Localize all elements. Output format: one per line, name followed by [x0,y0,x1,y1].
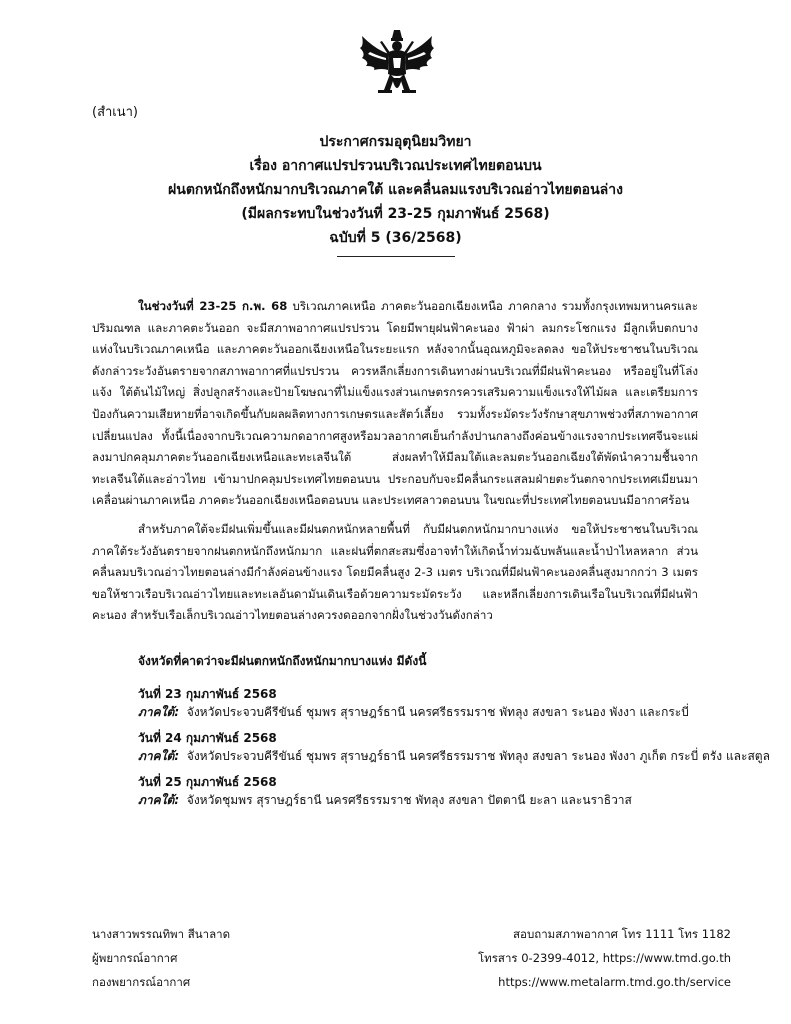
day-region [138,791,770,809]
contact-phone: สอบถามสภาพอากาศ โทร 1111 โทร 1182 [513,927,731,941]
day-region [138,747,770,765]
contact-alarm-service: https://www.metalarm.tmd.go.th/service [498,975,731,989]
subject-line: เรื่อง อากาศแปรปรวนบริเวณประเทศไทยตอนบน [249,158,542,174]
signatory-name: นางสาวพรรณทิพา สีนาลาด [92,927,231,941]
issue-number: ฉบับที่ 5 (36/2568) [329,230,462,246]
title-block [150,130,641,257]
copy-label: (สำเนา) [92,105,139,120]
region-label: ภาคใต้: [138,705,180,719]
subject-detail: ฝนตกหนักถึงหนักมากบริเวณภาคใต้ และคลื่นลมแรงบริเวณอ่าวไทยตอนล่าง [168,182,623,198]
region-label: ภาคใต้: [138,793,180,807]
contact-fax-website: โทรสาร 0-2399-4012, https://www.tmd.go.th [478,951,731,965]
signatory-block [92,922,230,994]
province-heading: จังหวัดที่คาดว่าจะมีฝนตกหนักถึงหนักมากบางแห่ง มีดังนี้ [138,654,427,668]
day-date: วันที่ 23 กุมภาพันธ์ 2568 [138,687,277,701]
province-list [138,652,770,817]
title-divider [337,256,455,257]
paragraph-upper-thailand [92,296,698,512]
paragraph-lead: ในช่วงวันที่ 23-25 ก.พ. 68 [138,299,288,313]
day-region [138,703,770,721]
agency-title: ประกาศกรมอุตุนิยมวิทยา [319,134,472,150]
announcement-body [92,296,698,634]
garuda-emblem-icon [356,28,438,102]
province-names: จังหวัดประจวบคีรีขันธ์ ชุมพร สุราษฎร์ธานี นครศรีธรรมราช พัทลุง สงขลา ระนอง พังงา และกระบี่ [186,705,689,719]
province-names: จังหวัดชุมพร สุราษฎร์ธานี นครศรีธรรมราช พัทลุง สงขลา ปัตตานี ยะลา และนราธิวาส [186,793,632,807]
effective-period: (มีผลกระทบในช่วงวันที่ 23-25 กุมภาพันธ์ 2568) [241,206,550,222]
signatory-position: ผู้พยากรณ์อากาศ [92,951,178,965]
province-names: จังหวัดประจวบคีรีขันธ์ ชุมพร สุราษฎร์ธานี นครศรีธรรมราช พัทลุง สงขลา ระนอง พังงา ภูเก็ต กระบี่ ตรัง และสตูล [186,749,770,763]
paragraph-text: บริเวณภาคเหนือ ภาคตะวันออกเฉียงเหนือ ภาคกลาง รวมทั้งกรุงเทพมหานครและปริมณฑล และภาคตะวันออก จะมีสภาพอากาศแปรปรวน โดยมีพายุฝนฟ้าคะนอง ฟ้าผ่า ลมกระโชกแรง มีลูกเห็บตกบางแห่งในบริเวณภาคเหนือ และภาคตะวันออกเฉียงเหนือในระยะแรก หลังจากนั้นอุณหภูมิจะลดลง ขอให้ประชาชนในบริเวณดังกล่าวระวังอันตรายจากสภาพอากาศที่แปรปรวน ควรหลีกเลี่ยงการเดินทางผ่านบริเวณที่มีฝนฟ้าคะนอง หรืออยู่ในที่โล่งแจ้ง ใต้ต้นไม้ใหญ่ สิ่งปลูกสร้างและป้ายโฆษณาที่ไม่แข็งแรงส่วนเกษตรกรควรเสริมความแข็งแรงให้ไม้ผล และเตรียมการป้องกันความเสียหายที่อาจเกิดขึ้นกับผลผลิตทางการเกษตรและสัตว์เลี้ยง รวมทั้งระมัดระวังรักษาสุขภาพช่วงที่สภาพอากาศเปลี่ยนแปลง ทั้งนี้เนื่องจากบริเวณความกดอากาศสูงหรือมวลอากาศเย็นกำลังปานกลางถึงค่อนข้างแรงจากประเทศจีนจะแผ่ลงมาปกคลุมภาคตะวันออกเฉียงเหนือและทะเลจีนใต้ ส่งผลทำให้มีลมใต้และลมตะวันออกเฉียงใต้พัดนำความชื้นจากทะเลจีนใต้และอ่าวไทย เข้ามาปกคลุมประเทศไทยตอนบน ประกอบกับจะมีคลื่นกระแสลมฝ่ายตะวันตกจากประเทศเมียนมาเคลื่อนผ่านภาคเหนือ ภาคตะวันออกเฉียงเหนือตอนบน และประเทศลาวตอนบน ในขณะที่ประเทศไทยตอนบนมีอากาศร้อน [92,299,698,508]
paragraph-south: สำหรับภาคใต้จะมีฝนเพิ่มขึ้นและมีฝนตกหนักหลายพื้นที่ กับมีฝนตกหนักมากบางแห่ง ขอให้ประชาชนในบริเวณภาคใต้ระวังอันตรายจากฝนตกหนักถึงหนักมาก และฝนที่ตกสะสมซึ่งอาจทำให้เกิดน้ำท่วมฉับพลันและน้ำป่าไหลหลาก ส่วนคลื่นลมบริเวณอ่าวไทยตอนล่างมีกำลังค่อนข้างแรง โดยมีคลื่นสูง 2-3 เมตร บริเวณที่มีฝนฟ้าคะนองคลื่นสูงมากกว่า 3 เมตร ขอให้ชาวเรือบริเวณอ่าวไทยและทะเลอันดามันเดินเรือด้วยความระมัดระวัง และหลีกเลี่ยงการเดินเรือในบริเวณที่มีฝนฟ้าคะนอง สำหรับเรือเล็กบริเวณอ่าวไทยตอนล่างควรงดออกจากฝั่งในช่วงวันดังกล่าว [92,521,698,623]
region-label: ภาคใต้: [138,749,180,763]
day-date: วันที่ 24 กุมภาพันธ์ 2568 [138,731,277,745]
contact-block [478,922,731,994]
day-date: วันที่ 25 กุมภาพันธ์ 2568 [138,775,277,789]
signatory-division: กองพยากรณ์อากาศ [92,975,191,989]
